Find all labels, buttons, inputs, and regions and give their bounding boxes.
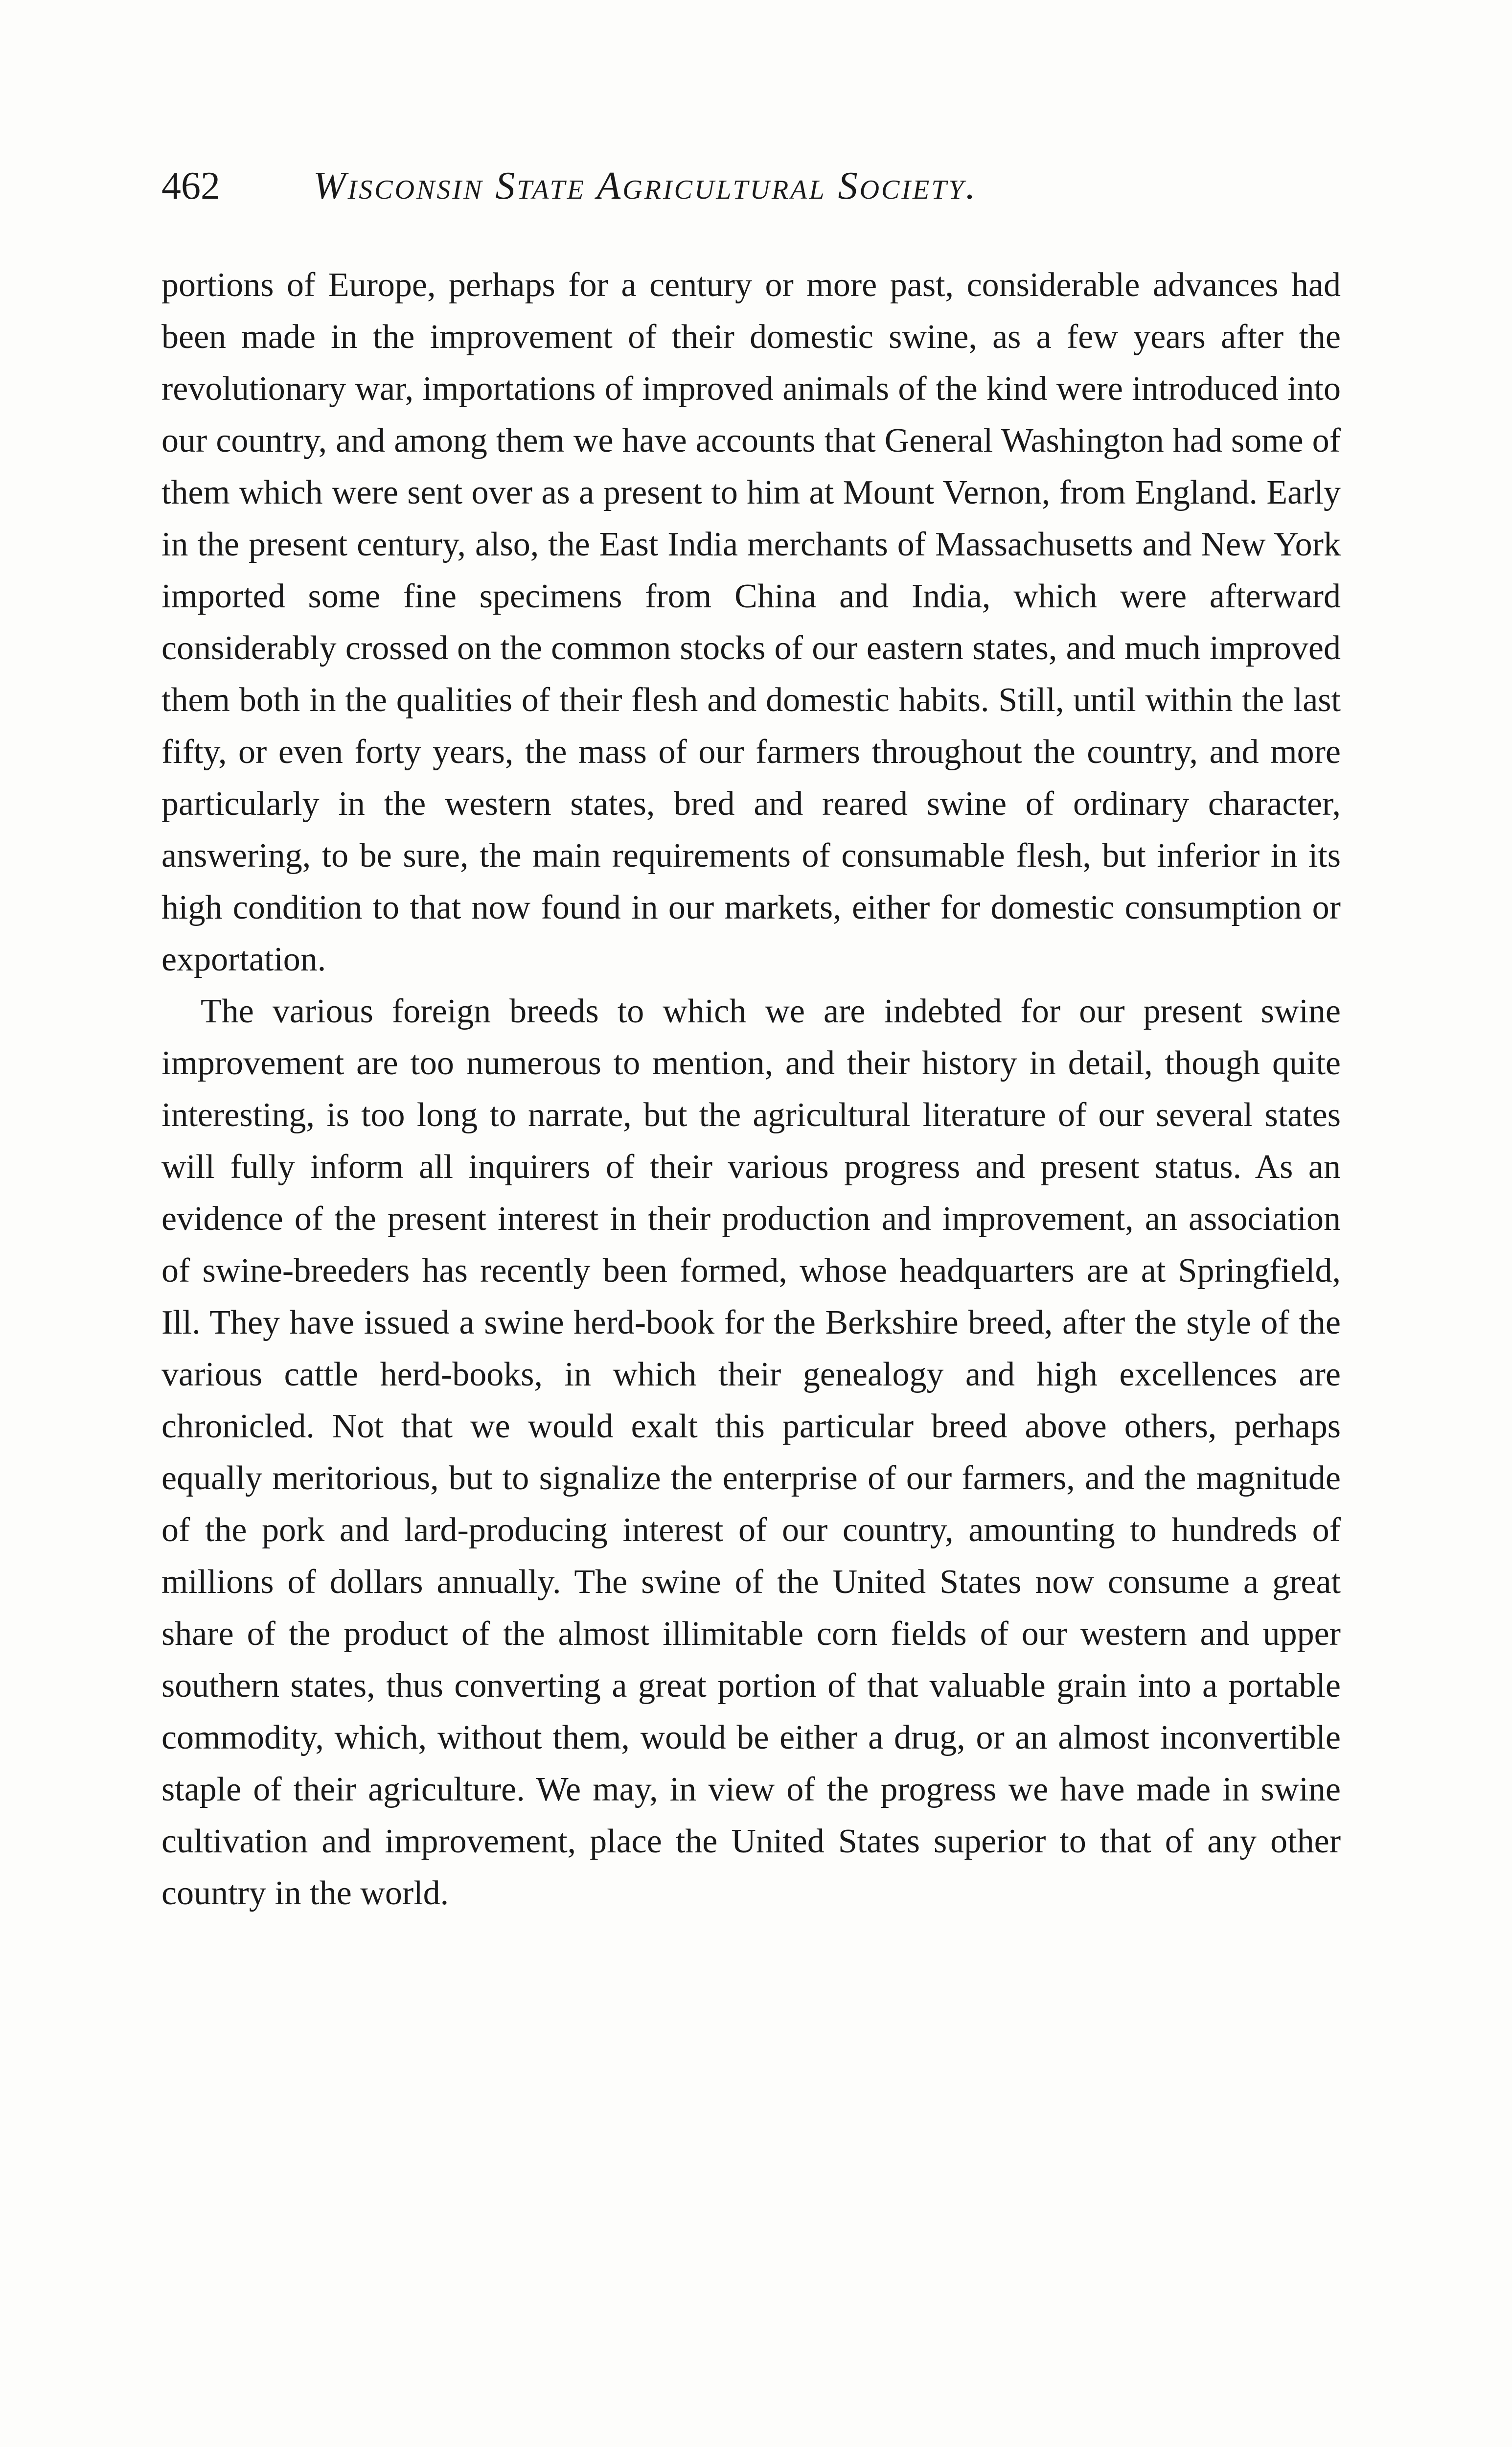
paragraph: The various foreign breeds to which we are indebted for our present swine improvement are too numerous to mention, and their history in detail, though quite interesting, is too long to narrate, but the agricultural literature of our several states will fully inform all inquirers of their various progress and present status. As an evidence of the present interest in their production and improvement, an association of swine-breeders has recently been formed, whose headquarters are at Springfield, Ill. They have issued a swine herd-book for the Berkshire breed, after the style of the various cattle herd-books, in which their genealogy and high excellences are chronicled. Not that we would exalt this particular breed above others, perhaps equally meritorious, but to signalize the enterprise of our farmers, and the magnitude of the pork and lard-producing interest of our country, amounting to hundreds of millions of dollars annually. The swine of the United States now consume a great share of the product of the almost illimitable corn fields of our western and upper southern states, thus converting a great portion of that valuable grain into a portable commodity, which, without them, would be either a drug, or an almost inconvertible staple of their agriculture. We may, in view of the progress we have made in swine cultivation and improvement, place the United States superior to that of any other country in the world. xyxy=(161,993,1341,1912)
page-header xyxy=(161,159,1355,213)
running-title: Wisconsin State Agricultural Society. xyxy=(313,164,978,208)
body-text xyxy=(161,259,1341,1919)
page-number: 462 xyxy=(161,164,220,208)
paragraph-continued: portions of Europe, perhaps for a century or more past, considerable advances had been made in the improvement of their domestic swine, as a few years after the revolutionary war, importations of improved animals of the kind were introduced into our country, and among them we have accounts that General Washington had some of them which were sent over as a present to him at Mount Vernon, from England. Early in the present century, also, the East India merchants of Massachusetts and New York imported some fine specimens from China and India, which were afterward considerably crossed on the common stocks of our eastern states, and much improved them both in the qualities of their flesh and domestic habits. Still, until within the last fifty, or even forty years, the mass of our farmers throughout the country, and more particularly in the western states, bred and reared swine of ordinary character, answering, to be sure, the main requirements of consumable flesh, but inferior in its high condition to that now found in our markets, either for domestic consumption or exportation. xyxy=(161,266,1341,978)
